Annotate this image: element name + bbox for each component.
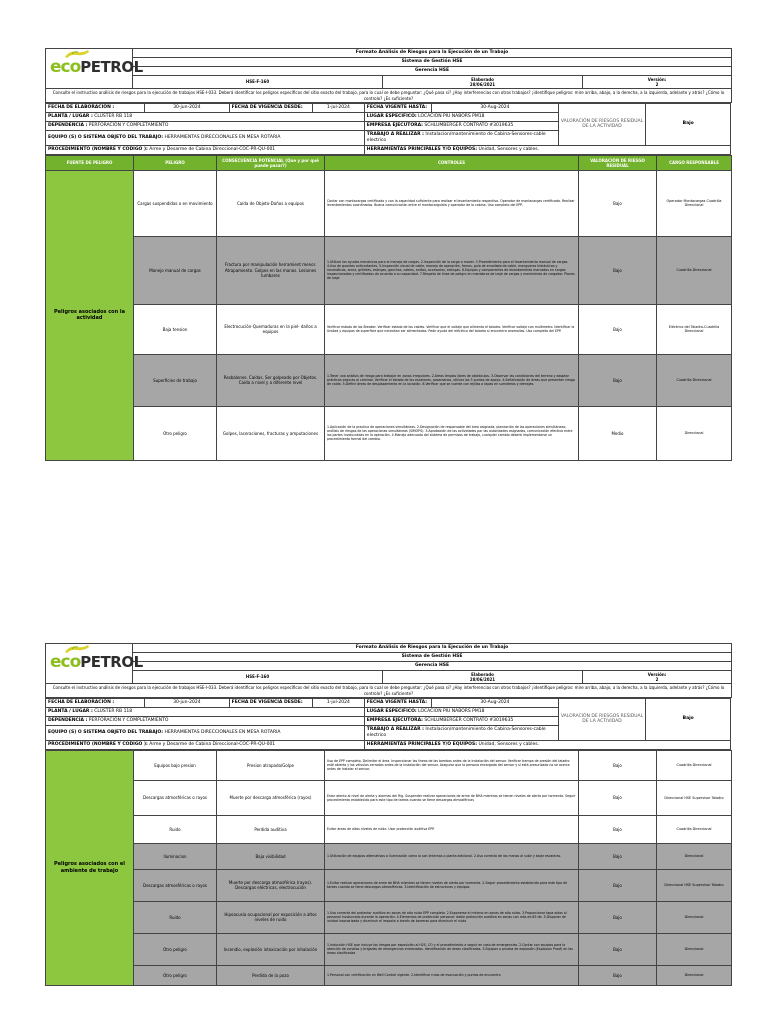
table-row: Ruido Perdida auditiva Evitar áreas de altos niveles de ruido. Usar protección auditiva EPP. Bajo Cuadrilla Direccional [46,815,732,843]
ecopetrol-logo: ecoPETROL [46,49,133,89]
table-row: Superficies de trabajo Resbalones. Caídas. Ser golpeado por Objetos. Caída a nivel y a diferente nivel 1.Tener una análisis de riesgo para trabajar en zonas irregulares. 2.Áreas limpias libres de obstáculos. 3.Observar las condiciones del terreno y adoptar prácticas seguras al caminar. Verificar el estado de los escalones, pasamanos, utilizar los 3 puntos de apoyo. 4.Señalización de áreas que presenten riesgo de caída. 5.Definir áreas de desplazamiento en la locación. 6.Verificar que se cuente con rejillas o tapas en sumideros y drenajes. Bajo Cuadrilla Direccional [46,354,732,406]
table-row: Otro peligro Golpes, laceraciones, fracturas y amputaciones 1.Aplicación de la practica de operaciones simultáneas. 2.Designación de responsable del área asignada, planeación de las operaciones simultáneas; análisis de riesgos de las operaciones simultáneas (SIMOPS). 3.Aprobación de las actividades por las autoridades asignadas, comunicación efectiva entre las partes involucradas en la operación. 4.Manejo adecuado del sistema de permisos de trabajo, cualquier cambio deberá implementarse un procedimiento formal del cambio. Medio Direccional [46,406,732,460]
fecha-vigencia-desde: 1-jul-2024 [312,104,364,113]
gerencia-name: Gerencia HSE [133,66,732,75]
iguana-icon [64,643,90,655]
valoracion-label: VALORACIÓN DE RIESGOS RESIDUAL DE LA ACTIVIDAD [558,104,646,146]
table-row: Manejo manual de cargas Fractura por manipulación herramient menor. Atrapamiento. Golpes en las manos. Lesiones lumbares 1.Utilizar las ayudas mecánicas para el manejo de cargas. 2.Inspección de la carga a mover. 3.Procedimiento para el levantamiento manual de cargas. 4.Uso de guantes anticortantes. 5.Inspección visual de cable, manejo de operación, frenos, guía de enrollado de cable, mangueras hidráulicas y neumáticas, ancla, grilletes, eslingas, ganchos, cables, anillos, accesorios, eslingas. 6.Equipos y componentes de levantamiento marcados en cargas inspeccionadas y certificados de acuerdo a su capacidad. 7.Respeto de línea de peligro en maniobras de izaje de cargas y movimiento de cargador. Planes de Izaje Bajo Cuadrilla Direccional [46,236,732,304]
fecha-vigente-hasta: 30-Aug-2024 [432,104,558,113]
table-row: Otro peligro Perdida de la pozo 1.Personal con certificación en Well Control vigente. 2.Identificar rutas de evacuación y puntos de encuentro Bajo Direccional [46,965,732,985]
header-table [45,48,732,103]
form-code: HSE-F-160 [133,75,383,88]
procedimiento: PROCEDIMIENTO (NOMBRE Y CODIGO ): Arme y Desarme de Cabina Direccional-COC-PR-QU-001 [46,145,365,154]
valoracion-actividad: Bajo [646,699,731,741]
instructions-text: Consulte el instructivo análisis de riesgos para la ejecución de trabajos HSE-I-033. Deberá identificar los peligros específicos del sitio exacto del trabajo, para lo cual se debe preguntar: ¿Qué pasa si? ¿Hay interferencias con otros trabajos? ¡identifique peligros: mire arriba, abajo, a la derecha, a la izquierda, adelante y atrás? ¿Cómo lo controlo? ¿Es suficiente? [46,89,732,103]
fuente-peligro: Peligros asociados con el ambiente de trabajo [46,750,134,985]
table-row: Baja tension Electrocución-Quemaduras en la piel- daños a equipos Verificar estado de los Breaker. Verificar estado de los cables. Verificar que el voltaje que alimenta el taladro. Verificar voltaje con multímetro. Identificar la Unidad y equipos de superficie que necesitan ser alimentados. Pedir ayuda del eléctrico del taladro si encuentra anomalías. Uso completo del EPP. Bajo Eléctrico del Taladro-Cuadrilla Direccional [46,304,732,354]
table-row: Otro peligro Incendio, explosión intoxicación por inhalación 1.Inducción HSE que incluye los riesgos por exposición al H2S, CO y el procedimiento a seguir en caso de emergencias. 2.Contar con equipos para la atención de conatos y brigadas de emergencias entrenadas. Identificación de áreas clasificadas. 3.Equipos a prueba de explosión (Explosion Proof) en las áreas clasificadas Bajo Direccional [46,933,732,965]
table-row: Iluminacion Baja visibilidad 1.Utilización de equipos alternativos o iluminación como lo son linternas o planta adicional. 2.Uso correcto de las manos al subir y bajar escaleras. Bajo Direccional [46,843,732,869]
risk-table-2 [45,750,732,986]
version-cell: Versión: 2 [583,75,732,88]
elaborado-cell: Elaborado 28/06/2021 [383,75,583,88]
meta-table: FECHA DE ELABORACIÓN : 30-jun-2024 FECHA DE VIGENCIA DESDE: 1-jul-2024 FECHA VIGENTE HASTA: 30-Aug-2024 VALORACIÓN DE RIESGOS RESIDUAL DE LA ACTIVIDAD Bajo PLANTA / LUGAR : CLÚSTER RB 118 LUGAR ESPECIFICO: LOCACION PIU NABORS PM18 DEPENDENCIA : PERFORACIÓN Y COMPLETAMIENTO EMPRESA EJECUTORA: SCHLUMBERGER CONTRATO #3019635 EQUIPO (S) O SISTEMA OBJETO DEL TRABAJO: HERRAMIENTAS DIRECCIONALES EN MESA ROTARIA TRABAJO A REALIZAR : Instalacion/mantenimiento de Cabina-Sensores-cable electrico PROCEDIMIENTO (NOMBRE Y CODIGO ): Arme y Desarme de Cabina Direccional-COC-PR-QU-001 HERRAMIENTAS PRINCIPALES Y/O EQUIPOS: Unidad, Sensores y cables. [45,103,731,155]
fecha-elaboracion: 30-jun-2024 [145,104,229,113]
equipo-sistema: EQUIPO (S) O SISTEMA OBJETO DEL TRABAJO: HERRAMIENTAS DIRECCIONALES EN MESA ROTARIA [46,131,365,146]
table-row: Ruido Hipoacusia ocupacional por exposición a altos niveles de ruido 1.Uso correcto del protector auditivo en zonas de alto ruido EPP completo. 2.Exponerse el mínimo en zonas de alto ruido. 3.Proporcionar tapa oídos al personal involucrado durante la operación. 4.Elementos de protección personal: doble protección auditiva en zonas con más de 85 db. 5.Disponer de unidad insonorizada y disminuir el impacto a través de barreras para disminuir el ruido Bajo Direccional [46,901,732,933]
table-row: Descargas atmosféricas o rayos Muerte por descarga atmosférica (rayos). Descargas eléctricas, electrocución 1.Evitar realizar operaciones de arme de BHA mientras se tienen niveles de alerta por tormenta. 2.Seguir procedimiento establecido para este tipo de tareas cuando se tiene descargas atmosféricas. 3.Identificación de estructuras y equipos Bajo Direccional HSE Supervisor Taladro [46,869,732,901]
instructions-text: Consulte el instructivo análisis de riesgos para la ejecución de trabajos HSE-I-033. Deberá identificar los peligros específicos del sitio exacto del trabajo, para lo cual se debe preguntar: ¿Qué pasa si? ¿Hay interferencias con otros trabajos? ¡identifique peligros: mire arriba, abajo, a la derecha, a la izquierda, adelante y atrás? ¿Cómo lo controlo? ¿Es suficiente? [46,684,732,698]
valoracion-actividad: Bajo [646,104,731,146]
form-page-2 [45,643,731,986]
risk-table-1: FUENTE DE PELIGRO PELIGRO CONSECUENCIA POTENCIAL (Que y por qué puede pasar?) CONTROLES VALORACIÓN DE RIESGO RESIDUAL CARGO RESPONSABLE Peligros asociados con la actividad Cargas suspendidas o en movimiento Caída de Objeto-Daños a equipos Contar con montacargas certificado y con la capacidad suficiente para realizar el levantamiento respectivo. Operador de montacargas certificado. Realizar levantamientos coordinados. Buena comunicación entre el montacarguista y operador de la cabina. Uso completo del EPP. Bajo Operador Montacargas Cuadrilla Direccional Manejo manual de cargas Fractura por manipulación herramient menor. Atrapamiento. Golpes en las manos. Lesiones lumbares 1.Utilizar las ayudas mecánicas para el manejo de cargas. 2.Inspección de la carga a mover. 3.Procedimiento para el levantamiento manual de cargas. 4.Uso de guantes anticortantes. 5.Inspección visual de cable, manejo de operación, frenos, guía de enrollado de cable, mangueras hidráulicas y neumáticas, ancla, grilletes, eslingas, ganchos, cables, anillos, accesorios, eslingas. 6.Equipos y componentes de levantamiento marcados en cargas inspeccionadas y certificados de acuerdo a su capacidad. 7.Respeto de línea de peligro en maniobras de izaje de cargas y movimiento de cargador. Planes de Izaje Bajo Cuadrilla Direccional Baja tension Electrocución-Quemaduras en la piel- daños a equipos Verificar estado de los Breaker. Verificar estado de los cables. Verificar que el voltaje que alimenta el taladro. Verificar voltaje con multímetro. Identificar la Unidad y equipos de superficie que necesitan ser alimentados. Pedir ayuda del eléctrico del taladro si encuentra anomalías. Uso completo del EPP. Bajo Eléctrico del Taladro-Cuadrilla Direccional Superficies de trabajo Resbalones. Caídas. Ser golpeado por Objetos. Caída a nivel y a diferente nivel 1.Tener una análisis de riesgo para trabajar en zonas irregulares. 2.Áreas limpias libres de obstáculos. 3.Observar las condiciones del terreno y adoptar prácticas seguras al caminar. Verificar el estado de los escalones, pasamanos, utilizar los 3 puntos de apoyo. 4.Señalización de áreas que presenten riesgo de caída. 5.Definir áreas de desplazamiento en la locación. 6.Verificar que se cuente con rejillas o tapas en sumideros y drenajes. Bajo Cuadrilla Direccional Otro peligro Golpes, laceraciones, fracturas y amputaciones 1.Aplicación de la practica de operaciones simultáneas. 2.Designación de responsable del área asignada, planeación de las operaciones simultáneas; análisis de riesgos de las operaciones simultáneas (SIMOPS). 3.Aprobación de las actividades por las autoridades asignadas, comunicación efectiva entre las partes involucradas en la operación. 4.Manejo adecuado del sistema de permisos de trabajo, cualquier cambio deberá implementarse un procedimiento formal del cambio. Medio Direccional [45,155,732,461]
meta-table: FECHA DE ELABORACIÓN : 30-jun-2024 FECHA DE VIGENCIA DESDE: 1-jul-2024 FECHA VIGENTE HASTA: 30-Aug-2024 VALORACIÓN DE RIESGOS RESIDUAL DE LA ACTIVIDAD Bajo PLANTA / LUGAR : CLÚSTER RB 118 LUGAR ESPECIFICO: LOCACION PIU NABORS PM18 DEPENDENCIA : PERFORACIÓN Y COMPLETAMIENTO EMPRESA EJECUTORA: SCHLUMBERGER CONTRATO #3019635 EQUIPO (S) O SISTEMA OBJETO DEL TRABAJO: HERRAMIENTAS DIRECCIONALES EN MESA ROTARIA TRABAJO A REALIZAR : Instalacion/mantenimiento de Cabina-Sensores-cable electrico PROCEDIMIENTO (NOMBRE Y CODIGO ): Arme y Desarme de Cabina Direccional-COC-PR-QU-001 HERRAMIENTAS PRINCIPALES Y/O EQUIPOS: Unidad, Sensores y cables. [45,698,731,750]
empresa-ejecutora: EMPRESA EJECUTORA: SCHLUMBERGER CONTRATO #3019635 [364,122,558,131]
trabajo-realizar: TRABAJO A REALIZAR : Instalacion/mantenimiento de Cabina-Sensores-cable electrico [364,131,558,146]
header-table: ecoPETROL Formato Análisis de Riesgos para la Ejecución de un Trabajo Sistema de Gestión HSE Gerencia HSE HSE-F-160 Elaborado 28/06/2021 Versión: 2 Consulte el instructivo análisis de riesgos para la ejecución de trabajos HSE-I-033. Deberá identificar los peligros específicos del sitio exacto del trabajo, para lo cual se debe preguntar: ¿Qué pasa si? ¿Hay interferencias con otros trabajos? ¡identifique peligros: mire arriba, abajo, a la derecha, a la izquierda, adelante y atrás? ¿Cómo lo controlo? ¿Es suficiente? [45,643,732,698]
fuente-peligro: Peligros asociados con la actividad [46,170,134,460]
table-row: Peligros asociados con el ambiente de trabajo Equipos bajo presion Presion atrapada/Golpe Uso de EPP completo. Delimitar el área. Inspeccionar las líneas de las bombas antes de la instalación del sensor. Verificar trampa de presión del taladro esté abierta y las válvulas cerradas antes de la instalación del sensor. Asegurar que la persona encargada del sensor y si está presurizado no se acerca antes de instalar el sensor. Bajo Cuadrilla Direccional [46,750,732,780]
iguana-icon [64,48,90,60]
lugar-especifico: LUGAR ESPECIFICO: LOCACION PIU NABORS PM18 [364,113,558,122]
ecopetrol-logo: ecoPETROL [46,644,133,684]
system-name: Sistema de Gestión HSE [133,58,732,67]
form-page-1 [45,48,731,461]
planta-lugar: PLANTA / LUGAR : CLÚSTER RB 118 [46,113,365,122]
dependencia: DEPENDENCIA : PERFORACIÓN Y COMPLETAMIENTO [46,122,365,131]
form-title: Formato Análisis de Riesgos para la Ejecución de un Trabajo [133,49,732,58]
form-title: Formato Análisis de Riesgos para la Ejecución de un Trabajo [133,644,732,653]
table-row: Descargas atmosféricas o rayos Muerte por descarga atmosférica (rayos) Estar atento al nivel de alerta y alarmas del Rig. Suspender realizar operaciones de arme de BHA mientras se tienen niveles de alerta por tormenta. Seguir procedimiento establecido para este tipo de tareas cuando se tiene descargas atmosféricas Bajo Direccional HSE Supervisor Taladro [46,780,732,815]
herramientas: HERRAMIENTAS PRINCIPALES Y/O EQUIPOS: Unidad, Sensores y cables. [364,145,730,154]
table-row: Peligros asociados con la actividad Cargas suspendidas o en movimiento Caída de Objeto-Daños a equipos Contar con montacargas certificado y con la capacidad suficiente para realizar el levantamiento respectivo. Operador de montacargas certificado. Realizar levantamientos coordinados. Buena comunicación entre el montacarguista y operador de la cabina. Uso completo del EPP. Bajo Operador Montacargas Cuadrilla Direccional [46,170,732,236]
